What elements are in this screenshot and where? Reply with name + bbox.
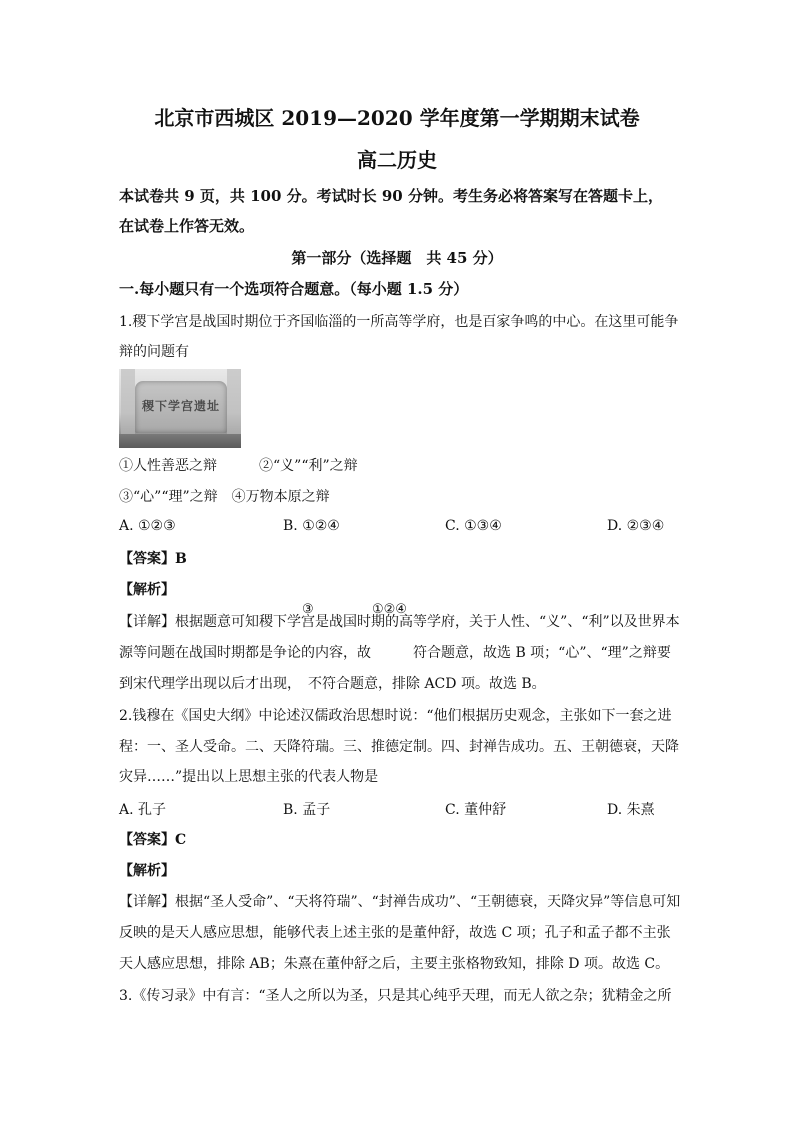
subject-title: 高二历史 (357, 148, 437, 172)
q2-stem-line-2: 程：一、圣人受命。二、天降符瑞。三、推德定制。四、封禅告成功。五、王朝德衰，天降 (119, 739, 679, 755)
q1-analysis-label: 【解析】 (119, 582, 175, 598)
q2-detail-line-2: 反映的是天人感应思想，能够代表上述主张的是董仲舒，故选 C 项；孔子和孟子都不主张 (119, 925, 671, 941)
part-heading: 第一部分（选择题 共 45 分） (291, 249, 503, 267)
q1-options-line-2: ③“心”“理”之辩 ④万物本原之辩 (119, 489, 330, 505)
q1-detail-line-3: 到宋代理学出现以后才出现， 不符合题意，排除 ACD 项。故选 B。 (119, 676, 546, 692)
instructions-line-1: 本试卷共 9 页，共 100 分。考试时长 90 分钟。考生务必将答案写在答题卡上， (119, 187, 663, 205)
q2-choice-d: D. 朱熹 (607, 802, 655, 818)
q1-stray-mark-2: ①②④ (372, 602, 407, 617)
q2-choice-c: C. 董仲舒 (445, 802, 507, 818)
q1-answer: 【答案】B (119, 551, 187, 567)
instructions-line-2: 在试卷上作答无效。 (119, 217, 255, 235)
exam-title: 北京市西城区 2019—2020 学年度第一学期期末试卷 (154, 106, 640, 130)
q2-stem-line-3: 灾异……”提出以上思想主张的代表人物是 (119, 769, 379, 785)
q1-detail-line-1: 【详解】根据题意可知稷下学宫是战国时期的高等学府，关于人性、“义”、“利”以及世界本 (119, 614, 680, 630)
q1-choice-d: D. ②③④ (607, 518, 665, 534)
q2-stem-line-1: 2.钱穆在《国史大纲》中论述汉儒政治思想时说：“他们根据历史观念，主张如下一套之进 (119, 708, 672, 724)
q2-choice-b: B. 孟子 (283, 802, 331, 818)
q1-stele-photo (119, 369, 241, 448)
q2-detail-line-1: 【详解】根据“圣人受命”、“天将符瑞”、“封禅告成功”、“王朝德衰，天降灾异”等信息可知 (119, 894, 681, 910)
q1-stele-inscription: 稷下学宫遗址 (141, 399, 220, 413)
q1-detail-line-2: 源等问题在战国时期都是争论的内容，故 符合题意，故选 B 项；“心”、“理”之辩要 (119, 645, 671, 661)
q1-options-line-1: ①人性善恶之辩 ②“义”“利”之辩 (119, 458, 358, 474)
q1-choice-c: C. ①③④ (445, 518, 502, 534)
q2-answer: 【答案】C (119, 832, 187, 848)
q2-choice-a: A. 孔子 (119, 802, 167, 818)
q1-choice-a: A. ①②③ (119, 518, 176, 534)
q1-stem-line-1: 1.稷下学宫是战国时期位于齐国临淄的一所高等学府，也是百家争鸣的中心。在这里可能争 (119, 314, 679, 330)
section-heading: 一.每小题只有一个选项符合题意。（每小题 1.5 分） (119, 280, 469, 298)
q3-stem-line-1: 3.《传习录》中有言：“圣人之所以为圣，只是其心纯乎天理，而无人欲之杂；犹精金之所 (119, 988, 672, 1004)
q2-detail-line-3: 天人感应思想，排除 AB；朱熹在董仲舒之后，主要主张格物致知，排除 D 项。故选 C。 (119, 956, 670, 972)
q1-choice-b: B. ①②④ (283, 518, 340, 534)
q1-stray-mark-1: ③ (302, 602, 314, 617)
q1-stem-line-2: 辩的问题有 (119, 344, 189, 360)
q2-analysis-label: 【解析】 (119, 863, 175, 879)
